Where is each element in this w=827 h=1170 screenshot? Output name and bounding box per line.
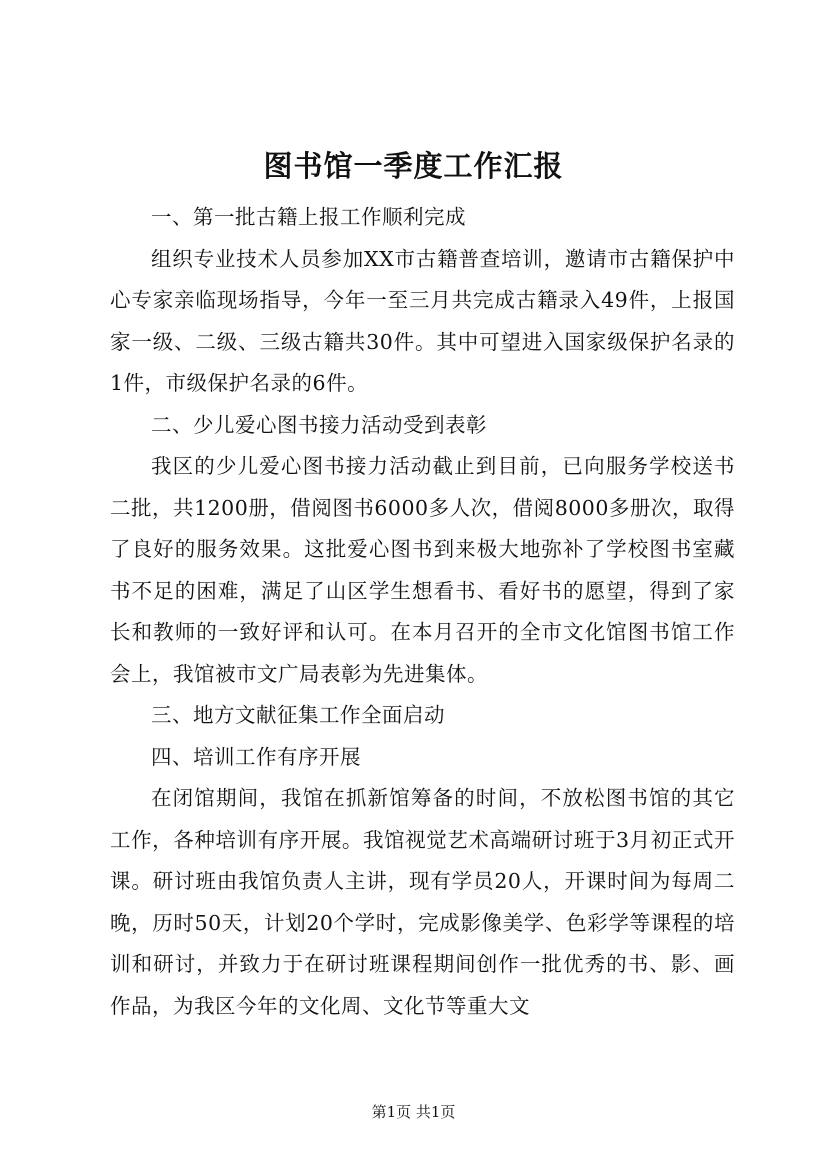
paragraph-ancient-books: 组织专业技术人员参加XX市古籍普查培训，邀请市古籍保护中心专家亲临现场指导，今年一至三月共完成古籍录入49件，上报国家一级、二级、三级古籍共30件。其中可望进入国家级保护名录的1件，市级保护名录的6件。	[110, 246, 735, 395]
paragraph-training: 在闭馆期间，我馆在抓新馆筹备的时间，不放松图书馆的其它工作，各种培训有序开展。我馆视觉艺术高端研讨班于3月初正式开课。研讨班由我馆负责人主讲，现有学员20人，开课时间为每周二晚，历时50天，计划20个学时，完成影像美学、色彩学等课程的培训和研讨，并致力于在研讨班课程期间创作一批优秀的书、影、画作品，为我区今年的文化周、文化节等重大文	[110, 786, 735, 1018]
section-heading-1: 一、第一批古籍上报工作顺利完成	[151, 205, 466, 229]
paragraph-children-books: 我区的少儿爱心图书接力活动截止到目前，已向服务学校送书二批，共1200册，借阅图书6000多人次，借阅8000多册次，取得了良好的服务效果。这批爱心图书到来极大地弥补了学校图书室藏书不足的困难，满足了山区学生想看书、看好书的愿望，得到了家长和教师的一致好评和认可。在本月召开的全市文化馆图书馆工作会上，我馆被市文广局表彰为先进集体。	[110, 454, 735, 686]
section-heading-2: 二、少儿爱心图书接力活动受到表彰	[151, 412, 487, 437]
section-heading-4: 四、培训工作有序开展	[151, 744, 361, 769]
section-heading-3: 三、地方文献征集工作全面启动	[151, 703, 445, 727]
document-title: 图书馆一季度工作汇报	[263, 149, 564, 183]
document-body	[110, 197, 735, 1027]
page-number-footer: 第1页 共1页	[371, 1103, 456, 1121]
